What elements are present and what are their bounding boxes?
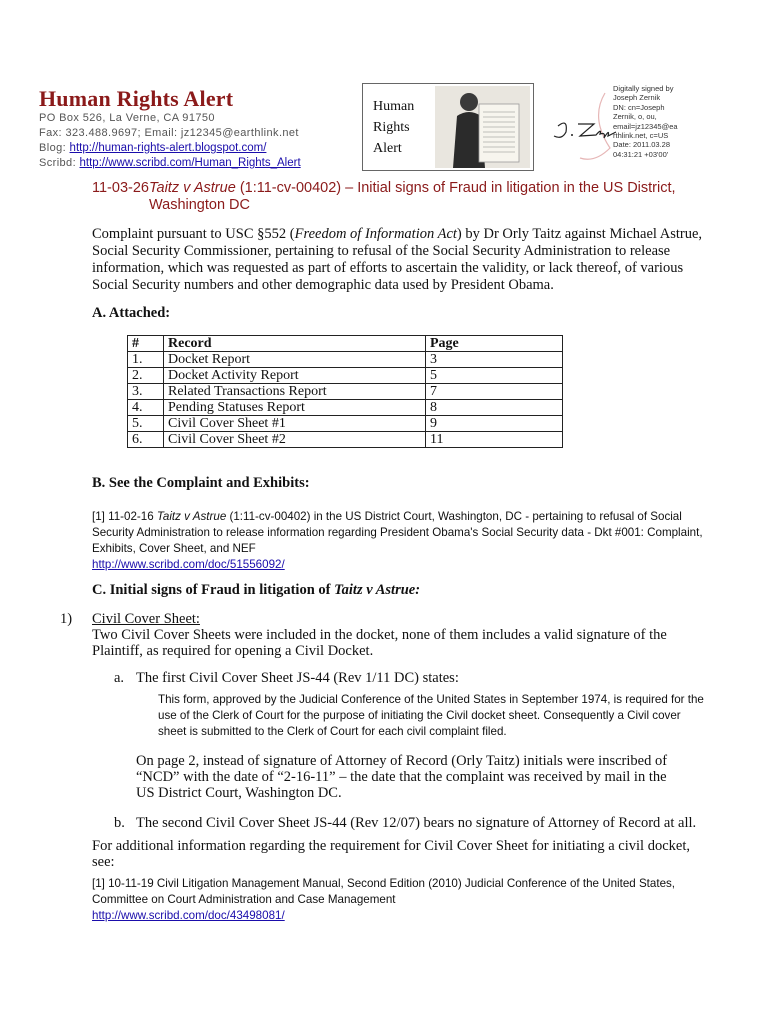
row-page: 8	[426, 400, 563, 416]
row-record: Docket Activity Report	[164, 368, 426, 384]
blog-link[interactable]: http://human-rights-alert.blogspot.com/	[69, 142, 267, 154]
row-record: Civil Cover Sheet #1	[164, 416, 426, 432]
table-row	[128, 368, 563, 384]
sig-line: Joseph Zernik	[613, 93, 661, 103]
item-1	[92, 611, 704, 659]
ref-case-name: Taitz v Astrue	[156, 510, 227, 523]
handwritten-signature	[550, 88, 620, 168]
scribd-label: Scribd:	[39, 157, 77, 169]
intro-paragraph	[92, 226, 704, 294]
section-c-heading	[92, 582, 420, 599]
document-title	[92, 180, 702, 214]
item-b-label: b.	[114, 815, 125, 831]
intro-part-1: Complaint pursuant to USC §552 (	[92, 226, 295, 242]
intro-foia: Freedom of Information Act	[294, 226, 457, 242]
table-row	[128, 432, 563, 448]
row-page: 5	[426, 368, 563, 384]
table-row	[128, 400, 563, 416]
attachments-table	[127, 335, 563, 448]
blog-label: Blog:	[39, 142, 67, 154]
item-1-body: Two Civil Cover Sheets were included in the docket, none of them includes a valid signature of the Plaintiff, as required for opening a Civil Docket.	[92, 627, 667, 659]
title-rest-2: Washington DC	[149, 197, 251, 213]
complaint-reference	[92, 509, 707, 573]
complaint-link[interactable]: http://www.scribd.com/doc/51556092/	[92, 558, 285, 571]
digital-signature-block	[613, 84, 703, 159]
row-page: 9	[426, 416, 563, 432]
row-num: 2.	[128, 368, 164, 384]
row-page: 7	[426, 384, 563, 400]
section-c-heading-case: Taitz v Astrue:	[334, 582, 421, 598]
column-header-page: Page	[426, 336, 563, 352]
title-date: 11-03-26	[92, 180, 149, 196]
section-b-heading: B. See the Complaint and Exhibits:	[92, 475, 310, 491]
row-record: Pending Statuses Report	[164, 400, 426, 416]
item-a-quote: This form, approved by the Judicial Conference of the United States in September 1974, is required for the use of the Clerk of Court for the purpose of initiating the Civil docket sheet. Consequently a Civil cover sheet is submitted to the Clerk of Court for each civil complaint filed.	[158, 693, 704, 738]
manual-reference	[92, 876, 720, 924]
org-title: Human Rights Alert	[39, 86, 234, 111]
row-page: 3	[426, 352, 563, 368]
logo-photo-image	[435, 86, 530, 168]
fax-email-line: Fax: 323.488.9697; Email: jz12345@earthlink.net	[39, 127, 299, 139]
sig-line: email=jz12345@ea	[613, 121, 678, 131]
logo	[362, 83, 534, 171]
logo-line-1: Human	[373, 99, 415, 114]
row-record: Related Transactions Report	[164, 384, 426, 400]
item-1-number: 1)	[60, 611, 73, 627]
table-header-row	[128, 336, 563, 352]
blog-line	[39, 142, 266, 154]
scribd-link[interactable]: http://www.scribd.com/Human_Rights_Alert	[79, 157, 301, 169]
sig-line: DN: cn=Joseph	[613, 102, 665, 112]
ref-prefix: [1] 11-02-16	[92, 510, 157, 523]
table-row	[128, 352, 563, 368]
item-1-title: Civil Cover Sheet:	[92, 611, 200, 627]
address-line: PO Box 526, La Verne, CA 91750	[39, 112, 215, 124]
item-b-text: The second Civil Cover Sheet JS-44 (Rev 12/07) bears no signature of Attorney of Record at all.	[136, 815, 697, 831]
section-a-heading: A. Attached:	[92, 305, 171, 321]
logo-line-3: Alert	[373, 141, 402, 156]
item-a-text: The first Civil Cover Sheet JS-44 (Rev 1/11 DC) states:	[136, 670, 459, 686]
item-a-page2-note: On page 2, instead of signature of Attorney of Record (Orly Taitz) initials were inscribed of “NCD” with the date of “2-16-11” – the date that the complaint was received by mail in the US District Court, Washington DC.	[136, 753, 668, 801]
row-num: 5.	[128, 416, 164, 432]
logo-text	[373, 96, 414, 159]
title-rest: (1:11-cv-00402) – Initial signs of Fraud in litigation in the US District,	[239, 180, 676, 196]
table-row	[128, 416, 563, 432]
row-num: 4.	[128, 400, 164, 416]
title-case-name: Taitz v Astrue	[149, 180, 236, 196]
row-record: Docket Report	[164, 352, 426, 368]
row-num: 3.	[128, 384, 164, 400]
sig-line: 04:31:21 +03'00'	[613, 149, 669, 159]
row-record: Civil Cover Sheet #2	[164, 432, 426, 448]
sig-line: Digitally signed by	[613, 84, 674, 93]
row-num: 6.	[128, 432, 164, 448]
intro-part-2: ) by Dr Orly Taitz against Michael Astrue, Social Security Commissioner, pertaining to refusal of the Social Security Administration to release information, which was requested as part of efforts to ascertain the validity, or lack thereof, of various Social Security numbers and other demographic data used by President Obama.	[92, 226, 703, 293]
item-a-label: a.	[114, 670, 125, 686]
logo-line-2: Rights	[373, 120, 410, 135]
manual-reference-text: [1] 10-11-19 Civil Litigation Management Manual, Second Edition (2010) Judicial Conference of the United States, Committee on Court Administration and Case Management	[92, 877, 676, 906]
row-num: 1.	[128, 352, 164, 368]
sig-line: Zernik, o, ou,	[613, 112, 657, 122]
table-row	[128, 384, 563, 400]
sig-line: Date: 2011.03.28	[613, 140, 670, 150]
column-header-num: #	[128, 336, 164, 352]
row-page: 11	[426, 432, 563, 448]
sig-line: rthlink.net, c=US	[613, 131, 669, 141]
ref-text: (1:11-cv-00402) in the US District Court, Washington, DC - pertaining to refusal of Social Security Administration to release information regarding President Obama's Social Security data - Dkt #001: Complaint, Exhibits, Cover Sheet, and NEF	[92, 510, 703, 555]
additional-info: For additional information regarding the requirement for Civil Cover Sheet for initiating a civil docket, see:	[92, 838, 690, 870]
section-c-heading-text: C. Initial signs of Fraud in litigation of	[92, 582, 335, 598]
column-header-record: Record	[164, 336, 426, 352]
manual-link[interactable]: http://www.scribd.com/doc/43498081/	[92, 909, 285, 922]
scribd-line	[39, 157, 301, 169]
